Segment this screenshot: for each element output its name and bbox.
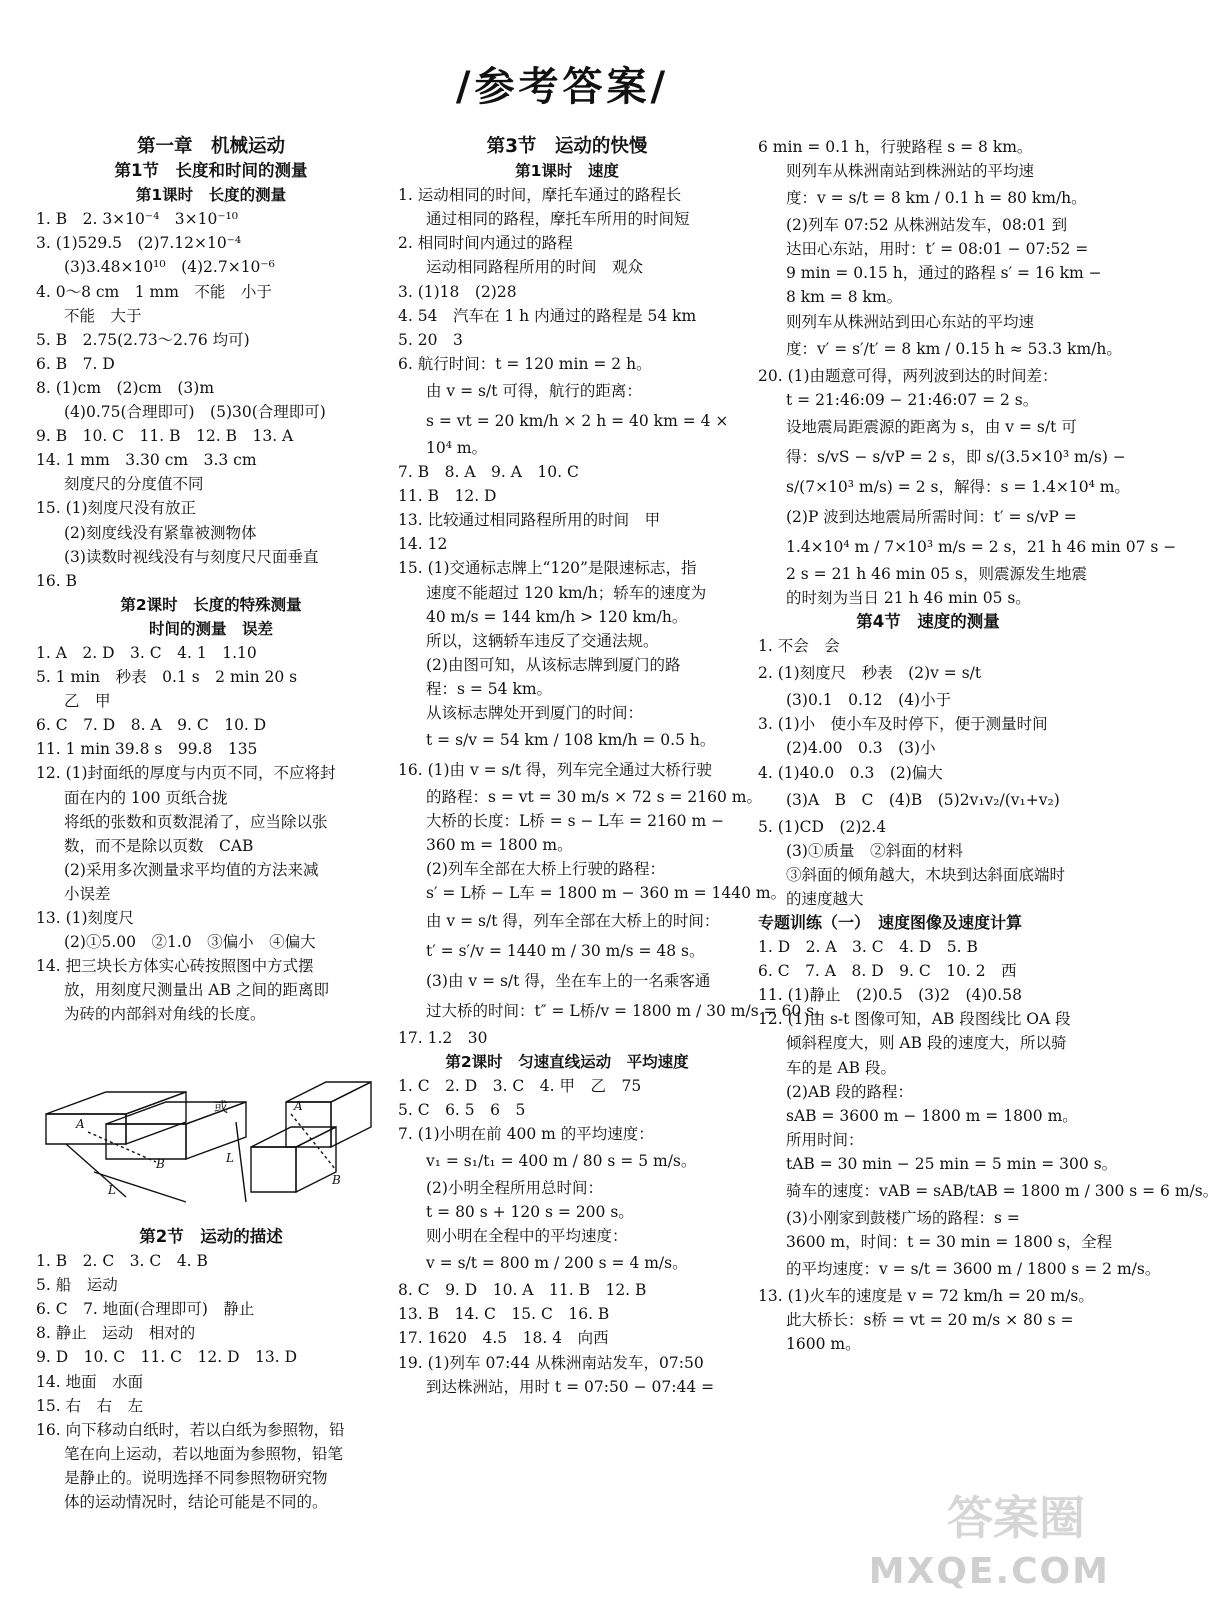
- col2-line: 7. (1)小明在前 400 m 的平均速度：: [398, 1124, 654, 1143]
- answers-column-1: [36, 135, 386, 1026]
- col3-line: (3)①质量 ②斜面的材料: [786, 841, 963, 860]
- col1-line: 数，而不是除以页数 CAB: [64, 836, 254, 855]
- col1-line: 11. 1 min 39.8 s 99.8 135: [36, 740, 258, 759]
- col1b-line: 1. B 2. C 3. C 4. B: [36, 1252, 208, 1271]
- watermark-url: MXQE.COM: [868, 1551, 1110, 1592]
- col2-line: t = 80 s + 120 s = 200 s。: [426, 1203, 634, 1222]
- col1-line: 4. 0～8 cm 1 mm 不能 小于: [36, 282, 272, 301]
- col2-line: 16. (1)由 v = s/t 得，列车完全通过大桥行驶: [398, 761, 712, 780]
- col2-line: 8. C 9. D 10. A 11. B 12. B: [398, 1281, 647, 1300]
- col2-line: s = vt = 20 km/h × 2 h = 40 km = 4 ×: [426, 411, 729, 430]
- col3-line: s/(7×10³ m/s) = 2 s，解得：s = 1.4×10⁴ m。: [786, 477, 1130, 496]
- col1-line: (2)刻度线没有紧靠被测物体: [64, 523, 257, 542]
- col2-line: 13. B 14. C 15. C 16. B: [398, 1305, 610, 1324]
- col2-line: 由 v = s/t 得，列车全部在大桥上的时间：: [426, 911, 720, 930]
- col3-line: (2)P 波到达地震局所需时间：t′ = s/vP =: [786, 507, 1077, 526]
- col3-line: 此大桥长：s桥 = vt = 20 m/s × 80 s =: [786, 1311, 1074, 1330]
- col1-line: 面在内的 100 页纸合拢: [64, 788, 228, 807]
- col3-line: 得：s/vS − s/vP = 2 s，即 s/(3.5×10³ m/s) −: [786, 447, 1126, 466]
- col1-line: 乙 甲: [64, 692, 111, 711]
- col2-line: 由 v = s/t 可得，航行的距离：: [426, 381, 642, 400]
- col3-line: tAB = 30 min − 25 min = 5 min = 300 s。: [786, 1154, 1118, 1173]
- col1-line: 6. C 7. D 8. A 9. C 10. D: [36, 716, 267, 735]
- col2-line: 4. 54 汽车在 1 h 内通过的路程是 54 km: [398, 306, 697, 325]
- col2-line: 15. (1)交通标志牌上“120”是限速标志，指: [398, 559, 697, 578]
- col3-line: 6 min = 0.1 h，行驶路程 s = 8 km。: [758, 138, 1033, 156]
- col2-line: 40 m/s = 144 km/h > 120 km/h。: [426, 607, 688, 626]
- col3-line: (2)列车 07:52 从株洲站发车，08:01 到: [786, 216, 1068, 235]
- col2-line: (2)小明全程所用总时间：: [426, 1179, 603, 1197]
- col1b-line: 14. 地面 水面: [36, 1372, 144, 1391]
- col2-line: t′ = s′/v = 1440 m / 30 m/s = 48 s。: [426, 941, 705, 960]
- col1-line: 16. B: [36, 571, 77, 590]
- col3-line: 1. D 2. A 3. C 4. D 5. B: [758, 938, 978, 957]
- col3-line: 倾斜程度大，则 AB 段的速度大，所以骑: [786, 1034, 1067, 1053]
- col1b-line: 16. 向下移动白纸时，若以白纸为参照物，铅: [36, 1420, 345, 1439]
- col1b-line: 体的运动情况时，结论可能是不同的。: [64, 1493, 328, 1512]
- col3-line: 2. (1)刻度尺 秒表 (2)v = s/t: [758, 664, 982, 683]
- col2-line: 17. 1620 4.5 18. 4 向西: [398, 1329, 609, 1348]
- col2-line: s′ = L桥 − L车 = 1800 m − 360 m = 1440 m。: [426, 884, 787, 903]
- col3-line: 1.4×10⁴ m / 7×10³ m/s = 2 s，21 h 46 min 07 s −: [786, 537, 1177, 556]
- col3-line: 专题训练（一） 速度图像及速度计算: [758, 912, 1023, 932]
- col1-line: 8. (1)cm (2)cm (3)m: [36, 378, 215, 397]
- page-title-text: /参考答案/: [455, 64, 670, 110]
- col1-line: 第一章 机械运动: [136, 136, 285, 157]
- page-title: [0, 55, 1125, 112]
- col1-line: 13. (1)刻度尺: [36, 909, 135, 927]
- col2-line: 3. (1)18 (2)28: [398, 282, 517, 301]
- col2-line: (2)由图可知，从该标志牌到厦门的路: [426, 655, 681, 674]
- col2-line: 1. 运动相同的时间，摩托车通过的路程长: [398, 186, 682, 205]
- col3-line: 8 km = 8 km。: [786, 288, 903, 307]
- label-a-2: A: [294, 1099, 303, 1113]
- col3-line: 第4节 速度的测量: [856, 612, 1000, 632]
- col3-line: 5. (1)CD (2)2.4: [758, 817, 887, 836]
- col2-line: 大桥的长度：L桥 = s − L车 = 2160 m −: [426, 812, 725, 831]
- label-a: A: [76, 1117, 85, 1131]
- col3-line: 9 min = 0.15 h，通过的路程 s′ = 16 km −: [786, 264, 1102, 283]
- col2-line: 5. C 6. 5 6 5: [398, 1100, 526, 1119]
- col3-line: t = 21:46:09 − 21:46:07 = 2 s。: [786, 390, 1039, 409]
- col2-line: 13. 比较通过相同路程所用的时间 甲: [398, 511, 661, 530]
- col3-line: 车的是 AB 段。: [786, 1058, 896, 1077]
- col1-line: 刻度尺的分度值不同: [64, 475, 204, 494]
- col1-line: 将纸的张数和页数混淆了，应当除以张: [64, 812, 328, 831]
- col3-line: 11. (1)静止 (2)0.5 (3)2 (4)0.58: [758, 986, 1022, 1005]
- col1b-line: 6. C 7. 地面(合理即可) 静止: [36, 1300, 255, 1319]
- col1b-line: 笔在向上运动，若以地面为参照物，铅笔: [64, 1444, 344, 1463]
- col3-line: 度：v = s/t = 8 km / 0.1 h = 80 km/h。: [786, 189, 1087, 208]
- col1-line: (2)①5.00 ②1.0 ③偏小 ④偏大: [64, 933, 316, 952]
- label-b: B: [156, 1157, 165, 1171]
- col2-line: 则小明在全程中的平均速度：: [426, 1227, 628, 1246]
- col1-line: (3)读数时视线没有与刻度尺尺面垂直: [64, 547, 319, 566]
- col1-line: 14. 1 mm 3.30 cm 3.3 cm: [36, 451, 257, 470]
- col1-line: (4)0.75(合理即可) (5)30(合理即可): [64, 403, 326, 422]
- col1-line: 12. (1)封面纸的厚度与内页不同，不应将封: [36, 764, 336, 783]
- col3-line: 4. (1)40.0 0.3 (2)偏大: [758, 763, 943, 782]
- col1-line: (2)采用多次测量求平均值的方法来减: [64, 860, 319, 879]
- col3-line: 13. (1)火车的速度是 v = 72 km/h = 20 m/s。: [758, 1287, 1094, 1306]
- col3-line: 1. 不会 会: [758, 637, 840, 656]
- col2-line: 所以，这辆轿车违反了交通法规。: [426, 631, 659, 650]
- col2-line: 从该标志牌处开到厦门的时间：: [426, 703, 644, 722]
- col3-line: 的速度越大: [786, 889, 864, 908]
- col3-line: 6. C 7. A 8. D 9. C 10. 2 西: [758, 962, 1017, 981]
- col3-line: 度：v′ = s′/t′ = 8 km / 0.15 h ≈ 53.3 km/h。: [786, 339, 1122, 358]
- col3-line: 骑车的速度：vAB = sAB/tAB = 1800 m / 300 s = 6 m/s。: [786, 1182, 1218, 1200]
- col1-line: 第1课时 长度的测量: [135, 186, 287, 205]
- col2-line: 14. 12: [398, 535, 448, 554]
- col3-line: 2 s = 21 h 46 min 05 s，则震源发生地震: [786, 564, 1087, 583]
- col1-line: 5. B 2.75(2.73～2.76 均可): [36, 330, 250, 349]
- col1b-line: 8. 静止 运动 相对的: [36, 1324, 196, 1343]
- col3-line: (2)AB 段的路程：: [786, 1082, 913, 1101]
- col3-line: 的平均速度：v = s/t = 3600 m / 1800 s = 2 m/s。: [786, 1260, 1161, 1279]
- col1-line: 5. 1 min 秒表 0.1 s 2 min 20 s: [36, 668, 298, 687]
- col3-line: (2)4.00 0.3 (3)小: [786, 739, 936, 758]
- col2-line: t = s/v = 54 km / 108 km/h = 0.5 h。: [426, 731, 716, 750]
- col2-line: 通过相同的路程，摩托车所用的时间短: [426, 210, 690, 229]
- col1-line: 9. B 10. C 11. B 12. B 13. A: [36, 427, 294, 446]
- col1-line: 15. (1)刻度尺没有放正: [36, 499, 197, 518]
- label-l-2: L: [226, 1151, 234, 1165]
- label-l: L: [108, 1183, 116, 1197]
- col1-line: 第2课时 长度的特殊测量: [120, 595, 302, 614]
- col1-line: 小误差: [64, 884, 111, 903]
- col1-line: 第1节 长度和时间的测量: [114, 161, 308, 181]
- col2-line: 6. 航行时间：t = 120 min = 2 h。: [398, 354, 652, 373]
- col3-line: 1600 m。: [786, 1335, 861, 1354]
- answers-column-3: [758, 135, 1218, 1356]
- col2-line: 2. 相同时间内通过的路程: [398, 234, 573, 253]
- col2-line: 360 m = 1800 m。: [426, 836, 573, 855]
- col2-line: 10⁴ m。: [426, 438, 488, 457]
- col3-line: 设地震局距震源的距离为 s，由 v = s/t 可: [786, 417, 1077, 436]
- col1b-line: 15. 右 右 左: [36, 1396, 144, 1415]
- col1b-line: 9. D 10. C 11. C 12. D 13. D: [36, 1348, 298, 1367]
- col1b-line: 是静止的。说明选择不同参照物研究物: [64, 1468, 328, 1487]
- col1-line: 时间的测量 误差: [148, 619, 273, 638]
- col3-line: 则列车从株洲站到田心东站的平均速: [786, 312, 1035, 331]
- col1-line: 为砖的内部斜对角线的长度。: [64, 1005, 266, 1024]
- col2-line: 到达株洲站，用时 t = 07:50 − 07:44 =: [426, 1377, 715, 1396]
- col2-line: 7. B 8. A 9. A 10. C: [398, 463, 579, 482]
- label-or: 或: [214, 1100, 228, 1116]
- col3-line: 所用时间：: [786, 1130, 864, 1149]
- col2-line: 第2课时 匀速直线运动 平均速度: [445, 1052, 689, 1071]
- col2-line: 17. 1.2 30: [398, 1028, 488, 1047]
- brick-diagram: [36, 1062, 381, 1212]
- col3-line: 3600 m，时间：t = 30 min = 1800 s，全程: [786, 1233, 1113, 1252]
- col1-line: (3)3.48×10¹⁰ (4)2.7×10⁻⁶: [64, 258, 275, 277]
- col2-line: 1. C 2. D 3. C 4. 甲 乙 75: [398, 1076, 642, 1095]
- col1-line: 3. (1)529.5 (2)7.12×10⁻⁴: [36, 234, 242, 253]
- col3-line: 则列车从株洲南站到株洲站的平均速: [786, 162, 1035, 181]
- col1-line: 6. B 7. D: [36, 354, 115, 373]
- col1-line: 放，用刻度尺测量出 AB 之间的距离即: [64, 981, 329, 1000]
- col2-line: 19. (1)列车 07:44 从株洲南站发车，07:50: [398, 1353, 704, 1372]
- col1-line: 不能 大于: [64, 306, 142, 325]
- col3-line: sAB = 3600 m − 1800 m = 1800 m。: [786, 1106, 1078, 1125]
- col2-line: v₁ = s₁/t₁ = 400 m / 80 s = 5 m/s。: [426, 1152, 697, 1170]
- col2-line: 速度不能超过 120 km/h；轿车的速度为: [426, 583, 707, 602]
- col1b-line: 第2节 运动的描述: [139, 1227, 283, 1246]
- col3-line: 达田心东站，用时：t′ = 08:01 − 07:52 =: [786, 240, 1089, 259]
- watermark-logo: 答案圈: [947, 1491, 1085, 1545]
- col3-line: 12. (1)由 s-t 图像可知，AB 段图线比 OA 段: [758, 1010, 1071, 1029]
- col1-line: 14. 把三块长方体实心砖按照图中方式摆: [36, 957, 314, 976]
- col2-line: 第1课时 速度: [515, 162, 619, 181]
- col2-line: 11. B 12. D: [398, 487, 497, 506]
- col3-line: (3)小刚家到鼓楼广场的路程：s =: [786, 1209, 1020, 1227]
- col2-line: 的路程：s = vt = 30 m/s × 72 s = 2160 m。: [426, 788, 763, 807]
- col2-line: 过大桥的时间：t″ = L桥/v = 1800 m / 30 m/s = 60 s。: [426, 1001, 830, 1020]
- col3-line: 3. (1)小 使小车及时停下，便于测量时间: [758, 715, 1048, 734]
- col2-line: (3)由 v = s/t 得，坐在车上的一名乘客通: [426, 971, 711, 990]
- col3-line: 的时刻为当日 21 h 46 min 05 s。: [786, 588, 1031, 607]
- col3-line: ③斜面的倾角越大，木块到达斜面底端时: [786, 865, 1066, 884]
- answers-column-1-section-2: [36, 1225, 386, 1514]
- label-b-2: B: [332, 1173, 341, 1187]
- col2-line: (2)列车全部在大桥上行驶的路程：: [426, 860, 665, 879]
- col1-line: 1. B 2. 3×10⁻⁴ 3×10⁻¹⁰: [36, 210, 238, 229]
- col3-line: (3)A B C (4)B (5)2v₁v₂/(v₁+v₂): [786, 790, 1060, 809]
- col1-line: 1. A 2. D 3. C 4. 1 1.10: [36, 643, 257, 662]
- col3-line: (3)0.1 0.12 (4)小于: [786, 691, 952, 710]
- col1b-line: 5. 船 运动: [36, 1276, 118, 1295]
- col2-line: 5. 20 3: [398, 330, 463, 349]
- col2-line: 程：s = 54 km。: [426, 679, 553, 698]
- col2-line: 运动相同路程所用的时间 观众: [426, 258, 644, 277]
- col2-line: v = s/t = 800 m / 200 s = 4 m/s。: [426, 1254, 688, 1273]
- col3-line: 20. (1)由题意可得，两列波到达的时间差：: [758, 366, 1058, 385]
- col2-line: 第3节 运动的快慢: [486, 136, 648, 157]
